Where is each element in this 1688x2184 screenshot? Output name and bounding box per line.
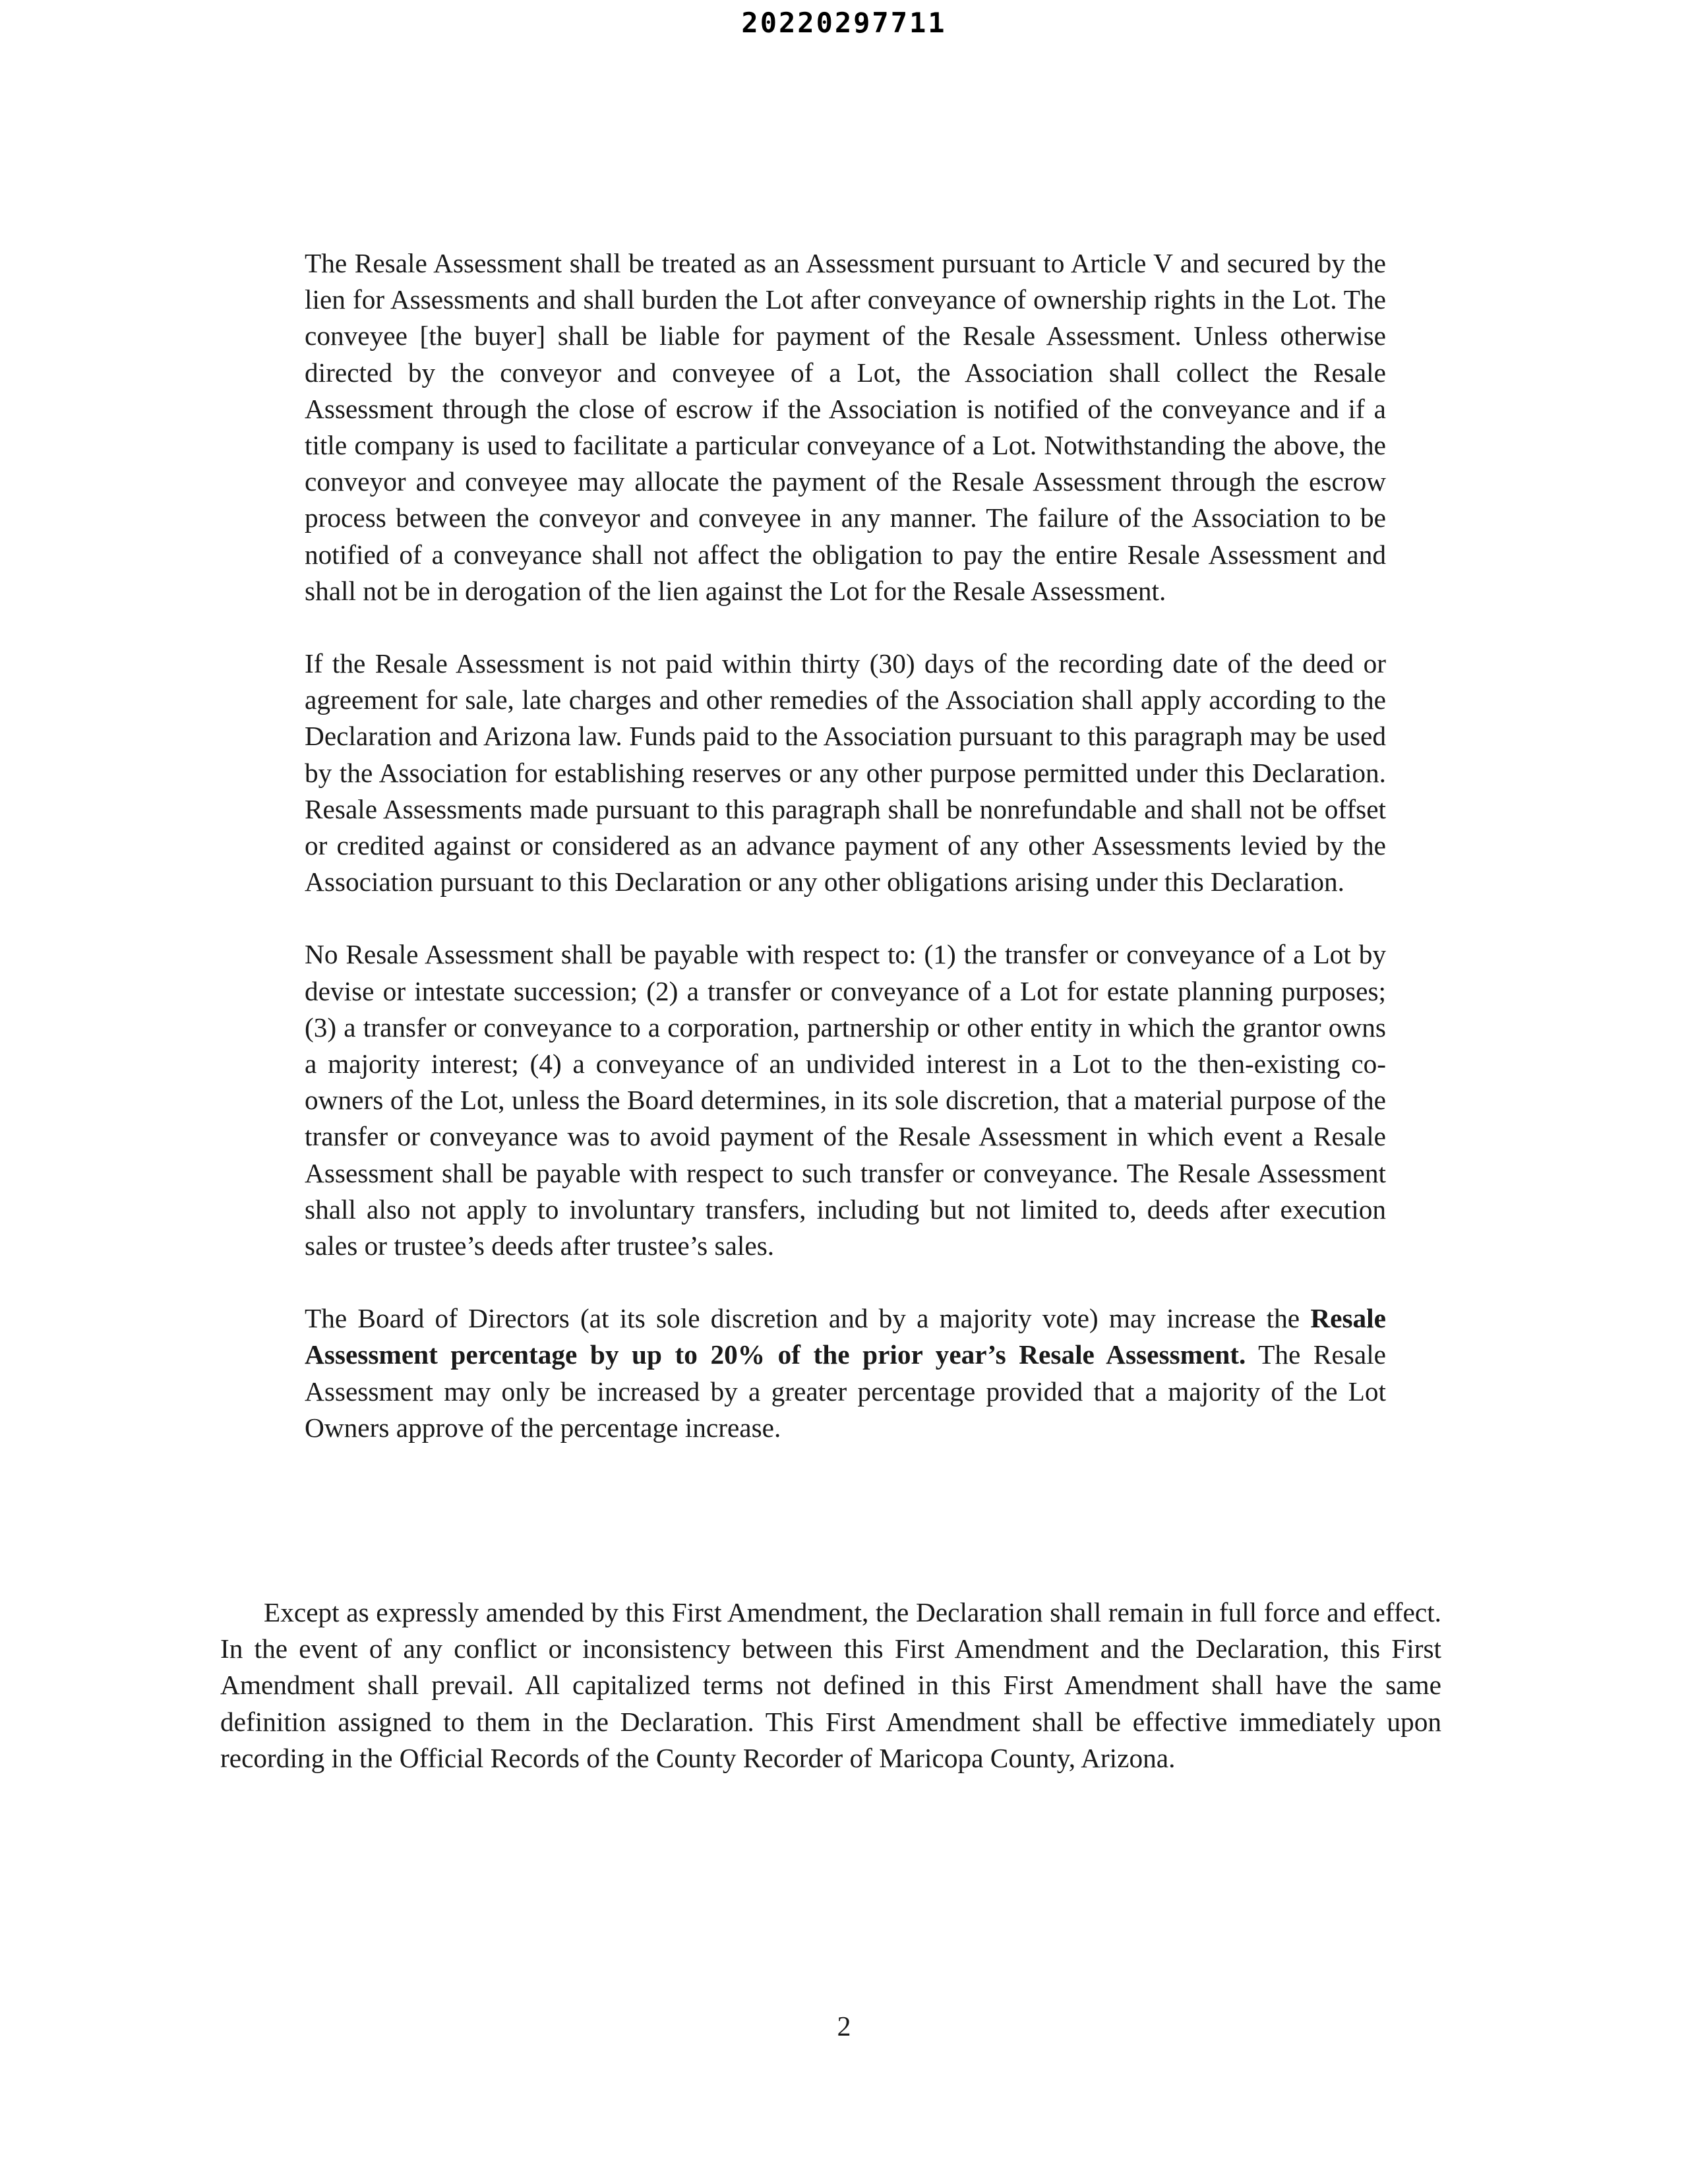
- effect-paragraph: Except as expressly amended by this First Amendment, the Declaration shall remain in full force and effect. In the event of any conflict or inconsistency between this First Amendment and the Declaration, this First Amendment shall prevail. All capitalized terms not defined in this First Amendment shall have the same definition assigned to them in the Declaration. This First Amendment shall be effective immediately upon recording in the Official Records of the County Recorder of Maricopa County, Arizona.: [220, 1597, 1441, 1773]
- late-payment-paragraph: If the Resale Assessment is not paid within thirty (30) days of the recording date of the deed or agreement for sale, late charges and other remedies of the Association shall apply according to the Declaration and Arizona law. Funds paid to the Association pursuant to this paragraph may be used by the Association for establishing reserves or any other purpose permitted under this Declaration. Resale Assessments made pursuant to this paragraph shall be nonrefundable and shall not be offset or credited against or considered as an advance payment of any other Assessments levied by the Association pursuant to this Declaration or any other obligations arising under this Declaration.: [305, 648, 1386, 897]
- board-increase-paragraph: [305, 1300, 1386, 1446]
- board-increase-text-1: The Board of Directors (at its sole discretion and by a majority vote) may increase the: [305, 1303, 1311, 1334]
- page-number: 2: [837, 2012, 851, 2042]
- exemptions-paragraph: No Resale Assessment shall be payable with respect to: (1) the transfer or conveyance of a Lot by devise or intestate succession; (2) a transfer or conveyance of a Lot for estate planning purposes; (3) a transfer or conveyance to a corporation, partnership or other entity in which the grantor owns a majority interest; (4) a conveyance of an undivided interest in a Lot to the then-existing co-owners of the Lot, unless the Board determines, in its sole discretion, that a material purpose of the transfer or conveyance was to avoid payment of the Resale Assessment in which event a Resale Assessment shall be payable with respect to such transfer or conveyance. The Resale Assessment shall also not apply to involuntary transfers, including but not limited to, deeds after execution sales or trustee’s deeds after trustee’s sales.: [305, 939, 1386, 1261]
- recording-number: 20220297711: [741, 7, 947, 39]
- indented-amendment-text: [305, 245, 1386, 1482]
- board-increase-text-2: The Resale Assessment may only be increased by a greater percentage provided that a majority of the Lot Owners approve of the percentage increase.: [305, 1339, 1387, 1443]
- resale-assessment-paragraph: The Resale Assessment shall be treated as an Assessment pursuant to Article V and secured by the lien for Assessments and shall burden the Lot after conveyance of ownership rights in the Lot. The conveyee [the buyer] shall be liable for payment of the Resale Assessment. Unless otherwise directed by the conveyor and conveyee of a Lot, the Association shall collect the Resale Assessment through the close of escrow if the Association is notified of the conveyance and if a title company is used to facilitate a particular conveyance of a Lot. Notwithstanding the above, the conveyor and conveyee may allocate the payment of the Resale Assessment through the escrow process between the conveyor and conveyee in any manner. The failure of the Association to be notified of a conveyance shall not affect the obligation to pay the entire Resale Assessment and shall not be in derogation of the lien against the Lot for the Resale Assessment.: [305, 248, 1386, 606]
- board-increase-text-bold: Resale Assessment percentage by up to 20% of the prior year’s Resale Assessment.: [305, 1303, 1386, 1370]
